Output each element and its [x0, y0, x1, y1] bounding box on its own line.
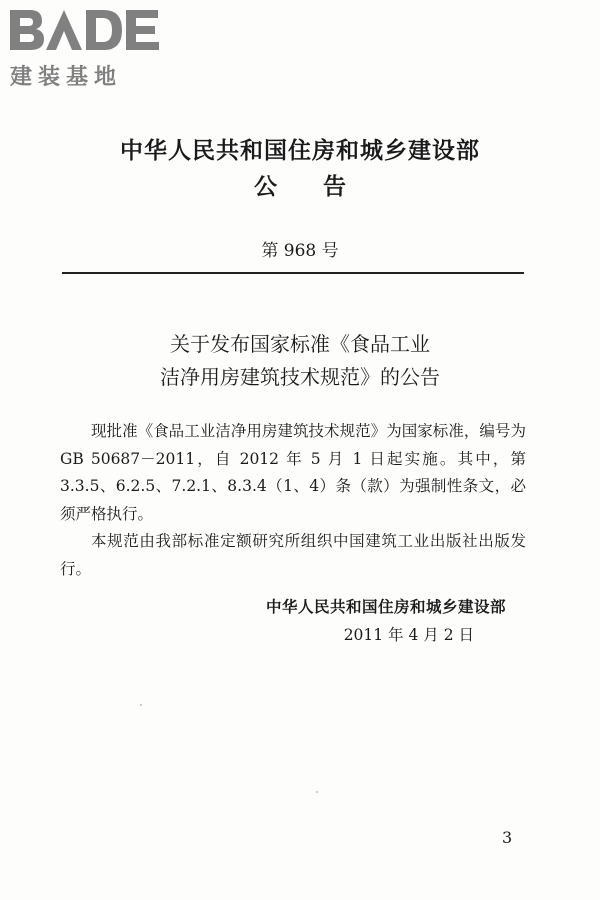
- body-paragraph-2: 本规范由我部标准定额研究所组织中国建筑工业出版社出版发行。: [60, 532, 526, 578]
- header-divider: [62, 272, 524, 274]
- heading-line-1: 关于发布国家标准《食品工业: [170, 332, 430, 356]
- announcement-heading: [0, 328, 600, 394]
- ministry-title: 中华人民共和国住房和城乡建设部: [120, 138, 480, 164]
- announcement-body: [60, 418, 526, 583]
- bade-logo: [8, 4, 178, 91]
- logo-subtitle: 建装基地: [10, 65, 123, 90]
- scan-speck: [140, 704, 142, 706]
- logo-wordmark-graphic: [8, 4, 176, 56]
- body-paragraph-1: 现批准《食品工业洁净用房建筑技术规范》为国家标准，编号为 GB 50687－2011，自 2012 年 5 月 1 日起实施。其中，第 3.3.5、6.2.5、7.2.1、8.3.4（1、4）条（款）为强制性条文，必须严格执行。: [60, 422, 526, 523]
- announcement-number: 第 968 号: [261, 241, 339, 261]
- page-number: 3: [502, 828, 513, 847]
- heading-line-2: 洁净用房建筑技术规范》的公告: [160, 365, 440, 389]
- doc-type-title: 公告: [254, 174, 392, 200]
- scan-speck: [316, 791, 318, 793]
- logo-wordmark: [8, 4, 178, 56]
- signature-date: 2011 年 4 月 2 日: [343, 626, 474, 644]
- signature-organization: 中华人民共和国住房和城乡建设部: [265, 598, 506, 616]
